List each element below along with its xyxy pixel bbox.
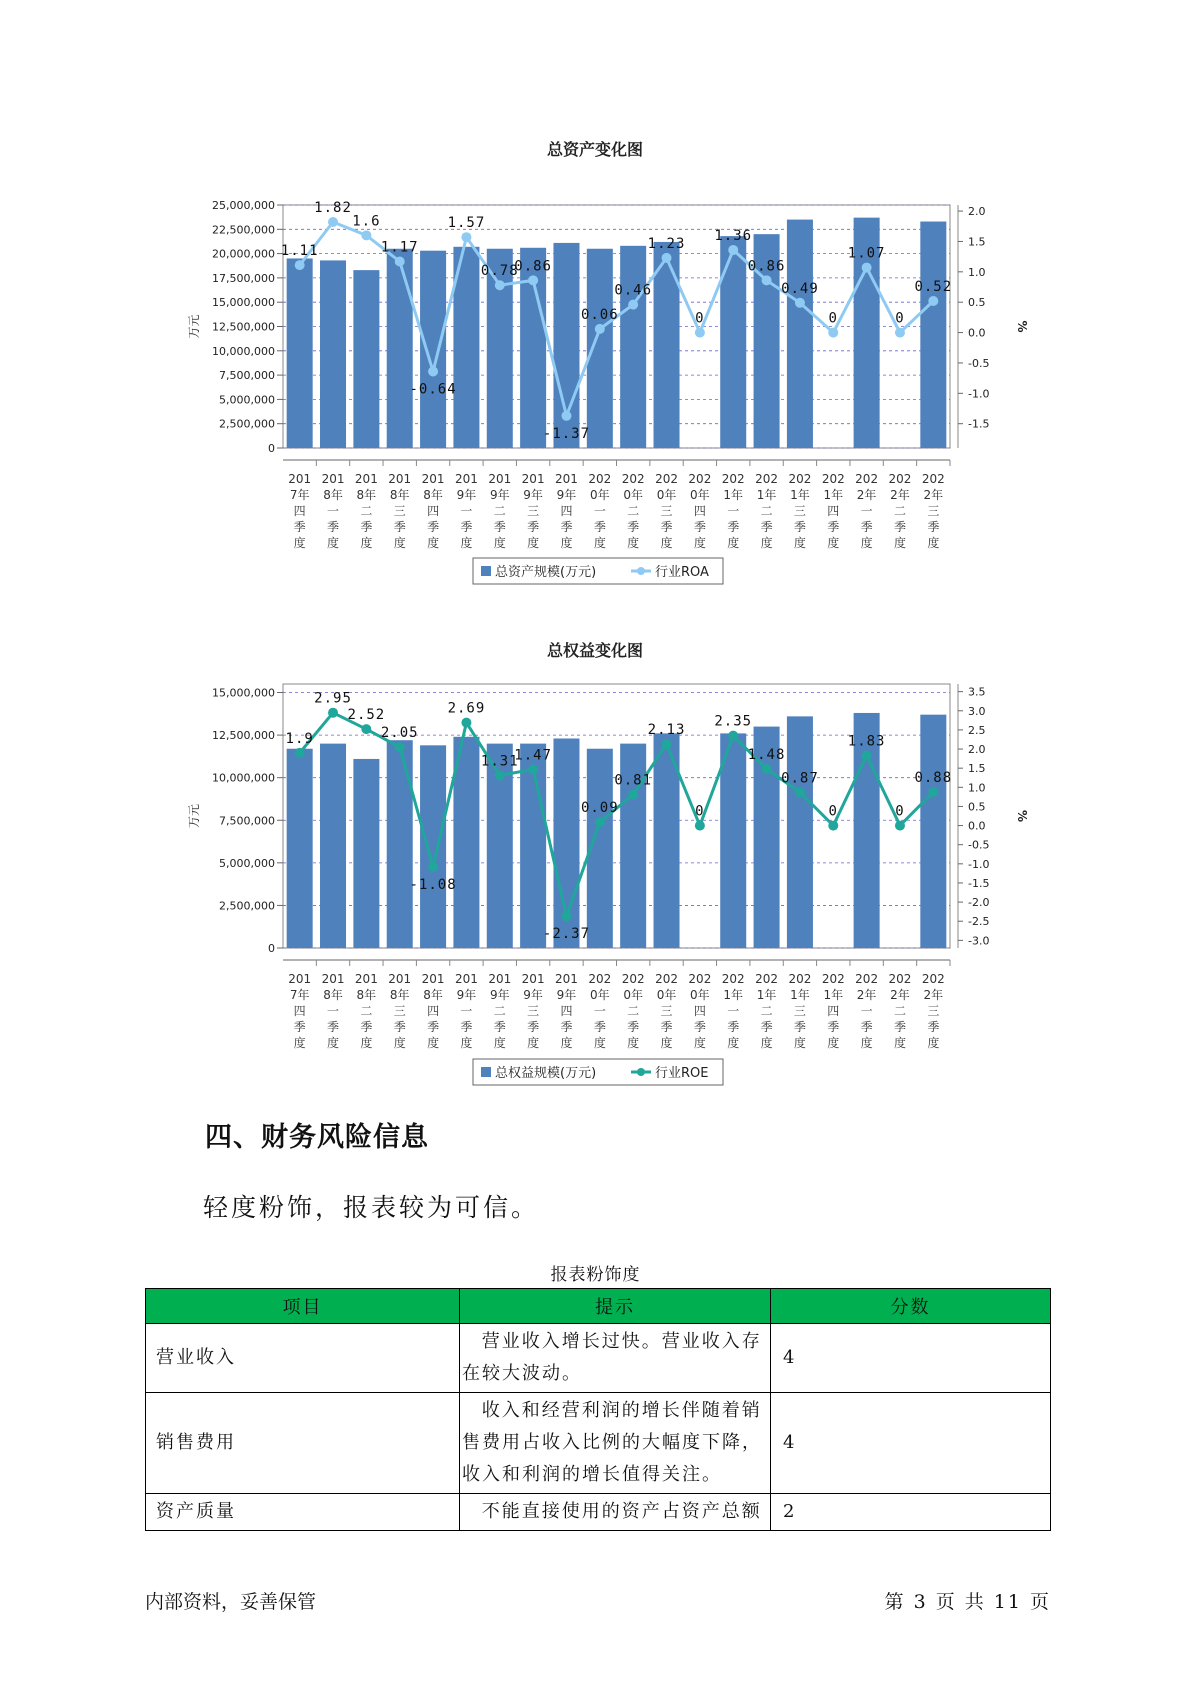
y-tick-label: 7,500,000 bbox=[219, 369, 275, 383]
y2-tick-label: 0.0 bbox=[968, 819, 986, 833]
y2-tick-label: 2.0 bbox=[968, 743, 986, 757]
line-point bbox=[828, 328, 838, 338]
x-tick-label: 202 0年一季度 bbox=[588, 472, 612, 550]
bar bbox=[287, 258, 313, 448]
legend-swatch-point bbox=[637, 567, 645, 575]
data-label: 1.57 bbox=[447, 215, 486, 232]
line-point bbox=[828, 821, 838, 831]
y-tick-label: 7,500,000 bbox=[219, 814, 275, 828]
x-tick-label: 202 2年一季度 bbox=[855, 972, 879, 1050]
table-caption: 报表粉饰度 bbox=[550, 1265, 641, 1285]
line-point bbox=[461, 232, 471, 242]
bar bbox=[920, 715, 946, 948]
line-point bbox=[728, 245, 738, 255]
x-tick-label: 202 2年二季度 bbox=[888, 472, 912, 550]
line-point bbox=[395, 742, 405, 752]
y-tick-label: 25,000,000 bbox=[212, 199, 275, 212]
y2-tick-label: 3.5 bbox=[968, 685, 986, 699]
data-label: 0 bbox=[828, 310, 838, 327]
y-tick-label: 2,500,000 bbox=[219, 417, 275, 431]
row-score: 4 bbox=[771, 1324, 1051, 1393]
x-tick-label: 202 0年二季度 bbox=[621, 472, 645, 550]
y-tick-label: 17,500,000 bbox=[212, 271, 275, 285]
y-tick-label: 5,000,000 bbox=[219, 856, 275, 870]
table-row bbox=[146, 1494, 1051, 1531]
total-assets-chart bbox=[0, 130, 1191, 590]
line-point bbox=[328, 708, 338, 718]
y2-tick-label: 0.5 bbox=[968, 296, 986, 310]
data-label: 0 bbox=[695, 310, 705, 327]
y2-tick-label: -0.5 bbox=[968, 838, 990, 852]
data-label: 0 bbox=[895, 803, 905, 820]
header-score: 分数 bbox=[771, 1289, 1051, 1324]
data-label: 0.86 bbox=[514, 258, 552, 275]
bar bbox=[720, 236, 746, 448]
line-point bbox=[561, 411, 571, 421]
data-label: 0.52 bbox=[914, 278, 953, 295]
bar bbox=[387, 740, 413, 948]
y-tick-label: 10,000,000 bbox=[212, 771, 275, 785]
row-score: 2 bbox=[771, 1494, 1051, 1531]
y2-tick-label: 1.5 bbox=[968, 235, 986, 249]
line-point bbox=[595, 324, 605, 334]
y2-tick-label: 1.5 bbox=[968, 762, 986, 776]
y2-tick-label: 1.0 bbox=[968, 265, 986, 279]
bar bbox=[320, 744, 346, 948]
y2-tick-label: 2.5 bbox=[968, 723, 986, 737]
data-label: 1.82 bbox=[314, 200, 352, 217]
bar bbox=[287, 749, 313, 948]
total-equity-chart bbox=[0, 628, 1191, 1098]
line-point bbox=[361, 230, 371, 240]
x-tick-label: 202 1年一季度 bbox=[721, 972, 745, 1050]
x-tick-label: 201 7年四季度 bbox=[288, 472, 312, 550]
y2-tick-label: -1.5 bbox=[968, 417, 990, 431]
x-tick-label: 201 8年三季度 bbox=[388, 472, 412, 550]
y-axis-label: 万元 bbox=[187, 314, 201, 339]
line-point bbox=[895, 328, 905, 338]
y2-tick-label: 0.5 bbox=[968, 800, 986, 814]
line-point bbox=[495, 280, 505, 290]
line-point bbox=[395, 256, 405, 266]
data-label: 2.13 bbox=[647, 722, 686, 739]
data-label: -0.64 bbox=[409, 381, 457, 398]
x-tick-label: 202 1年三季度 bbox=[788, 972, 812, 1050]
line-point bbox=[428, 862, 438, 872]
x-tick-label: 201 8年二季度 bbox=[354, 972, 378, 1050]
legend-swatch-point bbox=[637, 1068, 645, 1076]
bar bbox=[920, 222, 946, 448]
x-tick-label: 201 8年二季度 bbox=[354, 472, 378, 550]
data-label: 0 bbox=[828, 803, 838, 820]
row-hint: 不能直接使用的资产占资产总额 bbox=[460, 1494, 771, 1531]
data-label: 0.06 bbox=[580, 306, 619, 323]
table-row bbox=[146, 1393, 1051, 1494]
data-label: 1.6 bbox=[352, 213, 381, 230]
header-hint: 提示 bbox=[460, 1289, 771, 1324]
legend-label-line: 行业ROA bbox=[655, 565, 709, 580]
legend-label-line: 行业ROE bbox=[655, 1066, 709, 1081]
y2-axis-label: % bbox=[1015, 809, 1029, 823]
line-point bbox=[628, 790, 638, 800]
x-tick-label: 201 9年一季度 bbox=[454, 972, 478, 1050]
line-point bbox=[528, 764, 538, 774]
line-point bbox=[695, 328, 705, 338]
y-tick-label: 22,500,000 bbox=[212, 223, 275, 237]
data-label: 0.46 bbox=[614, 282, 653, 299]
bar bbox=[787, 716, 813, 948]
y-tick-label: 20,000,000 bbox=[212, 247, 275, 261]
data-label: 0.78 bbox=[480, 263, 519, 280]
chart-title: 总权益变化图 bbox=[546, 641, 644, 660]
line-point bbox=[295, 748, 305, 758]
line-point bbox=[695, 821, 705, 831]
x-tick-label: 202 1年一季度 bbox=[721, 472, 745, 550]
line-point bbox=[928, 787, 938, 797]
data-label: 2.69 bbox=[447, 700, 486, 717]
y-tick-label: 12,500,000 bbox=[212, 320, 275, 334]
line-point bbox=[328, 217, 338, 227]
x-tick-label: 202 2年一季度 bbox=[855, 472, 879, 550]
y2-axis-label: % bbox=[1015, 320, 1029, 333]
table-row bbox=[146, 1324, 1051, 1393]
data-label: 1.17 bbox=[380, 239, 419, 256]
bar bbox=[420, 745, 446, 948]
x-tick-label: 201 8年四季度 bbox=[421, 472, 445, 550]
line-point bbox=[495, 770, 505, 780]
row-item: 资产质量 bbox=[146, 1494, 460, 1531]
row-item: 营业收入 bbox=[146, 1324, 460, 1393]
y-tick-label: 10,000,000 bbox=[212, 344, 275, 358]
data-label: 2.35 bbox=[714, 713, 753, 730]
y2-tick-label: 1.0 bbox=[968, 781, 986, 795]
bar bbox=[787, 220, 813, 448]
footer-page-number: 第 3 页 共 11 页 bbox=[884, 1591, 1051, 1613]
line-point bbox=[862, 263, 872, 273]
line-point bbox=[928, 296, 938, 306]
data-label: 1.83 bbox=[847, 733, 886, 750]
data-label: 1.23 bbox=[647, 235, 686, 252]
whitewash-table bbox=[145, 1288, 1051, 1531]
y-axis-label: 万元 bbox=[187, 803, 201, 829]
data-label: 0.86 bbox=[747, 258, 786, 275]
line-point bbox=[795, 298, 805, 308]
x-tick-label: 202 1年四季度 bbox=[821, 972, 845, 1050]
data-label: 2.52 bbox=[347, 707, 386, 724]
row-hint: 收入和经营利润的增长伴随着销售费用占收入比例的大幅度下降，收入和利润的增长值得关注。 bbox=[460, 1393, 771, 1494]
x-tick-label: 201 9年三季度 bbox=[521, 472, 545, 550]
y2-tick-label: 3.0 bbox=[968, 704, 986, 718]
data-label: 1.31 bbox=[480, 753, 519, 770]
row-hint: 营业收入增长过快。营业收入存在较大波动。 bbox=[460, 1324, 771, 1393]
line-point bbox=[595, 817, 605, 827]
y2-tick-label: -2.5 bbox=[968, 915, 990, 929]
legend-swatch-bar bbox=[481, 1067, 491, 1077]
line-point bbox=[762, 764, 772, 774]
bar bbox=[387, 249, 413, 448]
x-tick-label: 201 9年四季度 bbox=[555, 972, 578, 1050]
line-point bbox=[762, 275, 772, 285]
x-tick-label: 202 0年三季度 bbox=[655, 472, 678, 550]
data-label: 0 bbox=[895, 310, 905, 327]
x-tick-label: 201 9年二季度 bbox=[488, 472, 512, 550]
x-tick-label: 202 2年三季度 bbox=[921, 472, 945, 550]
x-tick-label: 202 0年四季度 bbox=[688, 472, 712, 550]
legend-label-bar: 总资产规模(万元) bbox=[495, 565, 597, 580]
bar bbox=[620, 246, 646, 448]
line-point bbox=[662, 739, 672, 749]
x-tick-label: 201 9年三季度 bbox=[521, 972, 545, 1050]
line-point bbox=[461, 718, 471, 728]
data-label: 0.87 bbox=[781, 770, 819, 787]
data-label: 1.11 bbox=[280, 243, 319, 260]
y-tick-label: 2,500,000 bbox=[219, 899, 275, 913]
y2-tick-label: -1.0 bbox=[968, 857, 990, 871]
y2-tick-label: -0.5 bbox=[968, 356, 990, 370]
y-tick-label: 0 bbox=[268, 942, 275, 955]
y2-tick-label: 0.0 bbox=[968, 326, 986, 340]
line-point bbox=[628, 300, 638, 310]
bar bbox=[320, 260, 346, 448]
data-label: 1.47 bbox=[514, 747, 552, 764]
line-point bbox=[862, 751, 872, 761]
x-tick-label: 201 9年一季度 bbox=[454, 472, 478, 550]
x-tick-label: 202 0年一季度 bbox=[588, 972, 612, 1050]
data-label: 0.88 bbox=[914, 769, 953, 786]
line-point bbox=[795, 787, 805, 797]
legend-swatch-bar bbox=[481, 566, 491, 576]
line-point bbox=[361, 724, 371, 734]
x-tick-label: 201 8年一季度 bbox=[321, 472, 345, 550]
data-label: 1.36 bbox=[714, 227, 753, 244]
line-point bbox=[662, 253, 672, 263]
line-point bbox=[561, 911, 571, 921]
x-tick-label: 201 9年四季度 bbox=[555, 472, 578, 550]
bar bbox=[353, 270, 379, 448]
data-label: 0.09 bbox=[580, 800, 619, 817]
x-tick-label: 202 1年四季度 bbox=[821, 472, 845, 550]
x-tick-label: 201 8年四季度 bbox=[421, 972, 445, 1050]
y2-tick-label: -1.0 bbox=[968, 387, 990, 401]
row-item: 销售费用 bbox=[146, 1393, 460, 1494]
x-tick-label: 202 1年二季度 bbox=[755, 472, 779, 550]
header-item: 项目 bbox=[146, 1289, 460, 1324]
y2-tick-label: -3.0 bbox=[968, 934, 990, 948]
data-label: -1.37 bbox=[542, 425, 591, 442]
y2-tick-label: -2.0 bbox=[968, 896, 990, 910]
y-tick-label: 15,000,000 bbox=[212, 296, 275, 310]
y2-tick-label: -1.5 bbox=[968, 876, 990, 890]
bar bbox=[353, 759, 379, 948]
bar bbox=[720, 733, 746, 948]
line-point bbox=[528, 275, 538, 285]
y-tick-label: 5,000,000 bbox=[219, 393, 275, 407]
data-label: 1.07 bbox=[847, 245, 886, 262]
section-title: 四、财务风险信息 bbox=[205, 1122, 429, 1153]
data-label: -1.08 bbox=[409, 876, 457, 893]
y-tick-label: 15,000,000 bbox=[212, 686, 275, 700]
x-tick-label: 202 2年三季度 bbox=[921, 972, 945, 1050]
line-point bbox=[295, 260, 305, 270]
data-label: 1.48 bbox=[747, 746, 786, 763]
x-tick-label: 202 1年三季度 bbox=[788, 472, 812, 550]
legend-label-bar: 总权益规模(万元) bbox=[495, 1066, 597, 1081]
bar bbox=[420, 251, 446, 448]
x-tick-label: 202 0年三季度 bbox=[655, 972, 678, 1050]
y-tick-label: 12,500,000 bbox=[212, 729, 275, 743]
x-tick-label: 201 8年一季度 bbox=[321, 972, 345, 1050]
data-label: 2.05 bbox=[380, 725, 419, 742]
footer-confidential: 内部资料，妥善保管 bbox=[145, 1591, 317, 1613]
data-label: 0.49 bbox=[781, 280, 819, 297]
line-point bbox=[428, 366, 438, 376]
line-point bbox=[728, 731, 738, 741]
x-tick-label: 202 0年二季度 bbox=[621, 972, 645, 1050]
y-tick-label: 0 bbox=[268, 442, 275, 455]
bar bbox=[587, 249, 613, 448]
row-score: 4 bbox=[771, 1393, 1051, 1494]
x-tick-label: 202 0年四季度 bbox=[688, 972, 712, 1050]
data-label: 0.81 bbox=[614, 772, 653, 789]
line-point bbox=[895, 821, 905, 831]
x-tick-label: 202 2年二季度 bbox=[888, 972, 912, 1050]
x-tick-label: 202 1年二季度 bbox=[755, 972, 779, 1050]
y2-tick-label: 2.0 bbox=[968, 205, 986, 219]
data-label: 2.95 bbox=[314, 690, 352, 707]
x-tick-label: 201 8年三季度 bbox=[388, 972, 412, 1050]
chart-title: 总资产变化图 bbox=[546, 140, 644, 159]
table-header-row bbox=[146, 1289, 1051, 1324]
data-label: 1.9 bbox=[285, 730, 314, 747]
x-tick-label: 201 7年四季度 bbox=[288, 972, 312, 1050]
x-tick-label: 201 9年二季度 bbox=[488, 972, 512, 1050]
data-label: 0 bbox=[695, 803, 705, 820]
risk-summary: 轻度粉饰，报表较为可信。 bbox=[203, 1193, 540, 1222]
data-label: -2.37 bbox=[542, 926, 591, 943]
